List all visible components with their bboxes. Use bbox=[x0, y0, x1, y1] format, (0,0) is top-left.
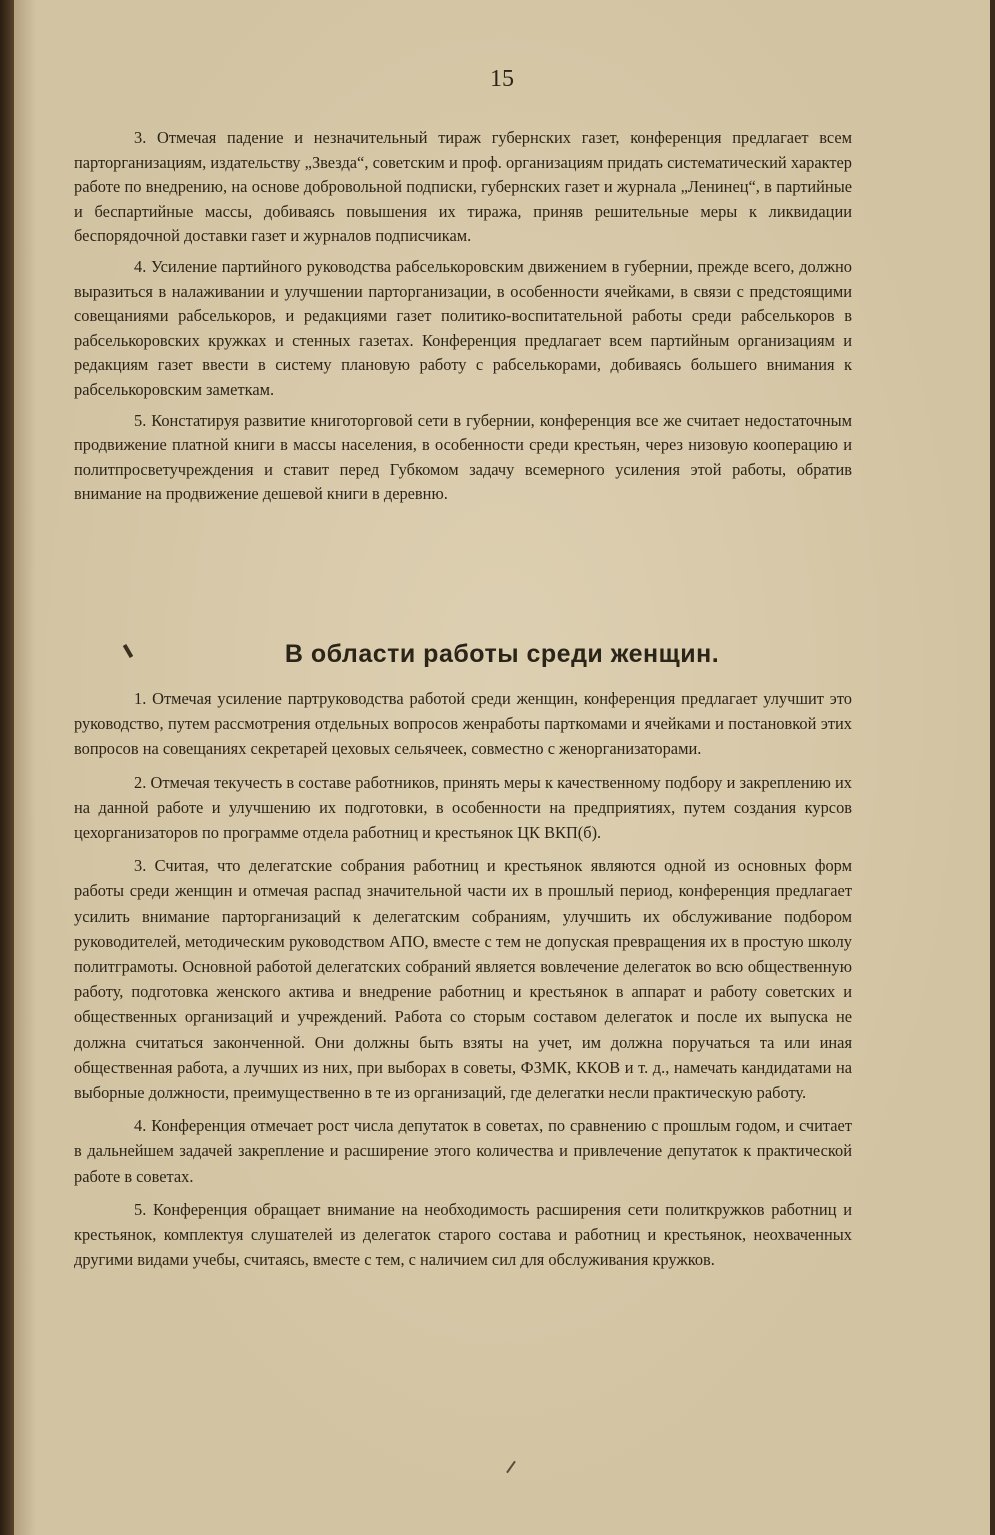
book-spine-edge bbox=[0, 0, 14, 1535]
document-page bbox=[14, 0, 990, 1535]
paragraph: 5. Конференция обращает внимание на необходимость расширения сети политкружков работниц и крестьянок, комплектуя слушателей из делегаток старого состава и работниц и крестьянок, неохваченных другими видами учебы, считаясь, вместе с тем, с наличием сил для обслуживания кружков. bbox=[74, 1199, 852, 1270]
resolution-section-press bbox=[74, 126, 852, 513]
paragraph: 3. Считая, что делегатские собрания работниц и крестьянок являются одной из основных форм работы среди женщин и отмечая распад значительной части их в прошлый период, конференция предлагает усилить внимание парторганизаций к делегатским собраниям, улучшить их обслуживание подбором руководителей, методическим руководством АПО, вместе с тем не допуская превращения их в простую школу политграмоты. Основной работой делегатских собраний является вовлечение делегаток во всю общественную работу, подготовка женского актива и внедрение работниц и крестьянок в аппарат и работу советских и общественных организаций и учреждений. Работа со сторым составом делегаток и после их выпуска не должна считаться законченной. Они должны быть взяты на учет, им должна поручаться та или иная общественная работа, а лучших из них, при выборах в советы, ФЗМК, ККОВ и т. д., намечать кандидатами на выборные должности, преимущественно в те из организаций, где делегатки несли практическую работу. bbox=[74, 856, 852, 1103]
paragraph: 5. Констатируя развитие книготорговой сети в губернии, конференция все же считает недостаточным продвижение платной книги в массы населения, в особенности среди крестьян, через низовую кооперацию и политпросветучреждения и ставит перед Губкомом задачу всемерного усиления этой работы, обратив внимание на продвижение дешевой книги в деревню. bbox=[74, 410, 852, 504]
page-number: 15 bbox=[490, 66, 514, 92]
paragraph: 3. Отмечая падение и незначительный тираж губернских газет, конференция предлагает всем парторганизациям, издательству „Звезда“, советским и проф. организациям придать систематический характер работе по внедрению, на основе добровольной подписки, губернских газет и журнала „Ленинец“, в партийные и беспартийные массы, добиваясь повышения их тиража, приняв решительные меры к ликвидации беспорядочной доставки газет и журналов подписчикам. bbox=[74, 128, 852, 246]
paragraph: 4. Усиление партийного руководства рабселькоровским движением в губернии, прежде всего, должно выразиться в налаживании и улучшении парторганизации, в особенности ячейками, в связи с предстоящими совещаниями рабселькоров, и редакциями газет политико-воспитательной работы среди рабселькоров в рабселькоровских кружках и стенных газетах. Конференция предлагает всем партийным организациям и редакциям газет ввести в систему плановую работу с рабселькорами, добиваясь большего внимания к рабселькоровским заметкам. bbox=[74, 256, 852, 399]
paragraph: 1. Отмечая усиление партруководства работой среди женщин, конференция предлагает улучшит это руководство, путем рассмотрения отдельных вопросов женработы парткомами и ячейками и постановкой этих вопросов на совещаниях секретарей цеховых сельячеек, совместно с женорганизаторами. bbox=[74, 689, 852, 759]
paragraph: 4. Конференция отмечает рост числа депутаток в советах, по сравнению с прошлым годом, и считает в дальнейшем задачей закрепление и расширение этого количества и привлечение депутаток к практической работе в советах. bbox=[74, 1116, 852, 1186]
resolution-section-women bbox=[74, 686, 852, 1280]
paragraph: 2. Отмечая текучесть в составе работников, принять меры к качественному подбору и закреплению их на данной работе и улучшению их подготовки, в особенности на предприятиях, путем создания курсов цехорганизаторов по программе отдела работниц и крестьянок ЦК ВКП(б). bbox=[74, 772, 852, 843]
stray-pencil-mark bbox=[506, 1461, 516, 1474]
section-heading: В области работы среди женщин. bbox=[284, 640, 720, 668]
